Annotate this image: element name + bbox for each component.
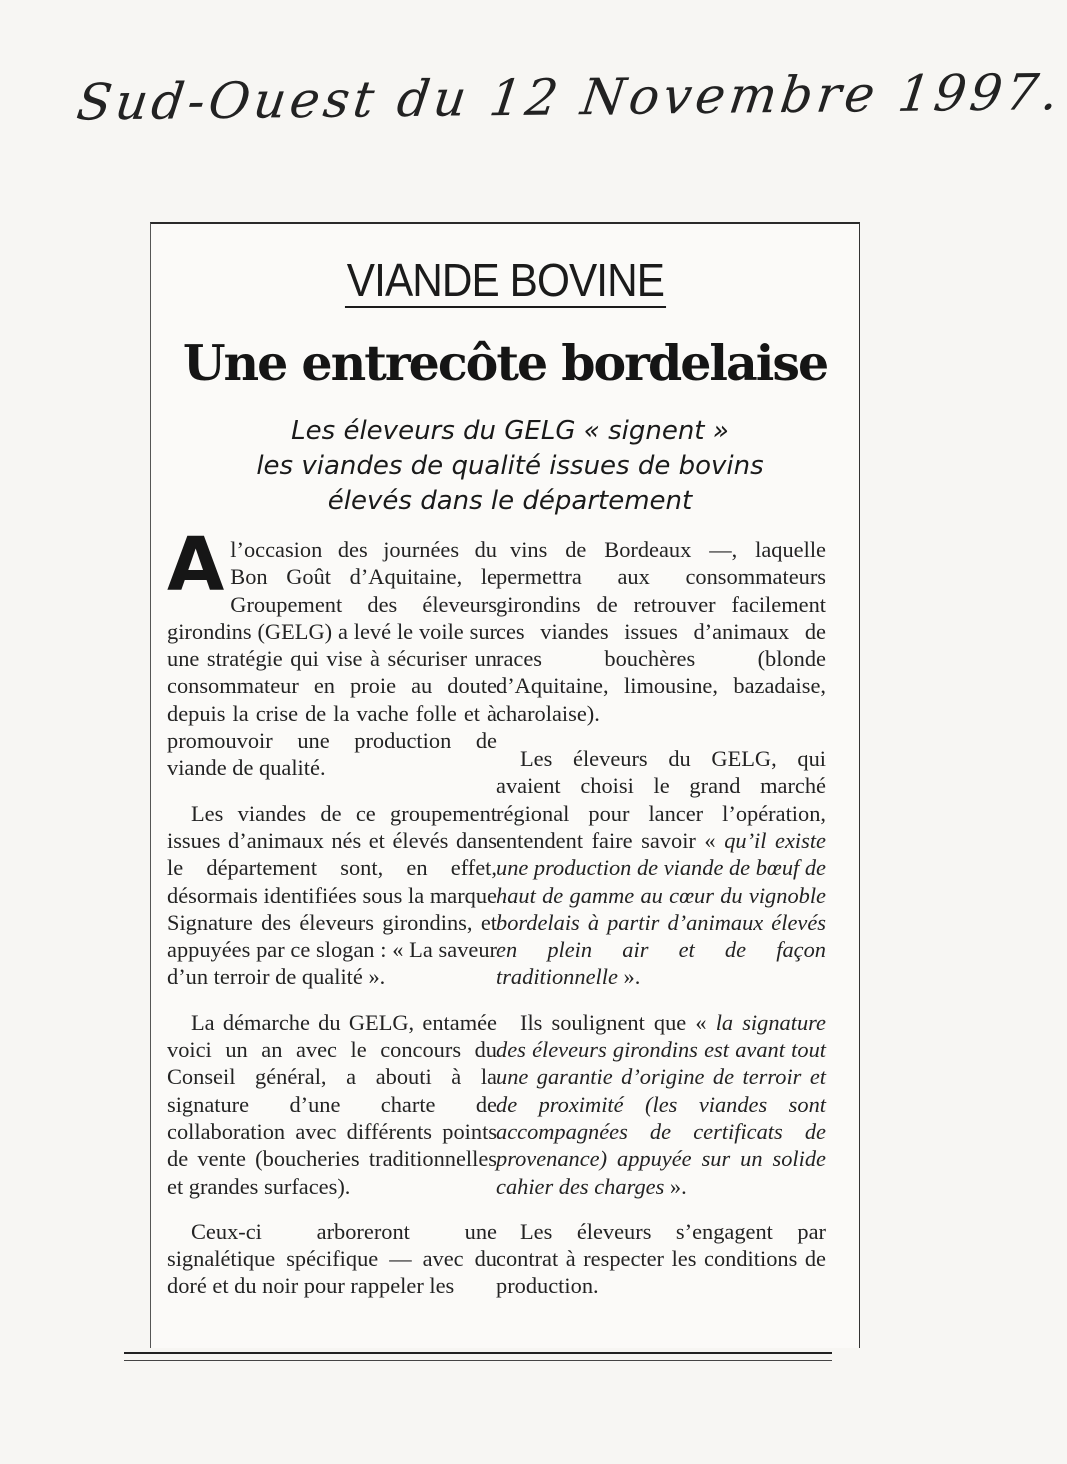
handwritten-source-note: Sud-Ouest du 12 Novembre 1997. [73, 63, 1066, 132]
right-column [496, 536, 826, 1318]
bottom-rule-thick [124, 1352, 832, 1354]
paragraph-6-quote: qu’il existe une production de viande de bœuf de haut de gamme au cœur du vignoble bordelais à partir d’animaux élevés en plein air et de façon traditionnelle [496, 827, 826, 990]
paragraph-7 [496, 1009, 826, 1200]
article-deck [165, 414, 855, 519]
deck-line-3: élevés dans le département [327, 486, 693, 516]
paragraph-6-close: ». [617, 964, 641, 990]
section-kicker: VIANDE BOVINE [346, 254, 664, 306]
bottom-rule-thin [124, 1360, 832, 1361]
left-column [167, 522, 497, 1318]
paragraph-8: Les éleveurs s’engagent par contrat à respecter les conditions de production. [496, 1218, 826, 1299]
drop-cap: A [167, 522, 225, 608]
paragraph-2: Les viandes de ce groupement issues d’animaux nés et élevés dans le département sont, en effet, désormais identifiées sous la marque Signature des éleveurs girondins, et appuyées par ce slogan : « La saveur d’un terroir de qualité ». [167, 800, 497, 990]
paragraph-4: Ceux-ci arboreront une signalétique spécifique — avec du doré et du noir pour rappeler les [167, 1218, 497, 1299]
deck-line-2: les viandes de qualité issues de bovins [256, 451, 764, 481]
paragraph-6-lead: Les éleveurs du GELG, qui avaient choisi le grand marché régional pour lancer l’opération, entendent faire savoir « [496, 746, 826, 853]
paragraph-3: La démarche du GELG, entamée voici un an avec le concours du Conseil général, a abouti à la signature d’une charte de collaboration avec différents points de vente (boucheries traditionnelles et grandes surfaces). [167, 1009, 497, 1199]
paragraph-7-lead: Ils soulignent que « [520, 1009, 716, 1035]
paragraph-5: vins de Bordeaux —, laquelle permettra aux consommateurs girondins de retrouver facilement ces viandes issues d’animaux de races bouchères (blonde d’Aquitaine, limousine, bazadaise, charolaise). [496, 537, 826, 726]
paragraph-1 [167, 522, 497, 782]
paragraph-6 [496, 745, 826, 991]
kicker-container [151, 254, 859, 308]
article-headline: Une entrecôte bordelaise [182, 334, 828, 392]
paragraph-7-quote: la signature des éleveurs girondins est avant tout une garantie d’origine de terroir et de proximité (les viandes sont accompagnées de certificats de provenance) appuyée sur un solide cahier des charges [496, 1009, 826, 1199]
paragraph-1-text: l’occasion des journées du Bon Goût d’Aquitaine, le Groupement des éleveurs girondins (GELG) a levé le voile sur une stratégie qui vise à sécuriser un consommateur en proie au doute depuis la crise de la vache folle et à promouvoir une production de viande de qualité. [167, 537, 497, 781]
newspaper-clipping [150, 222, 860, 1348]
paragraph-7-close: ». [664, 1173, 687, 1199]
deck-line-1: Les éleveurs du GELG « signent » [291, 416, 729, 446]
